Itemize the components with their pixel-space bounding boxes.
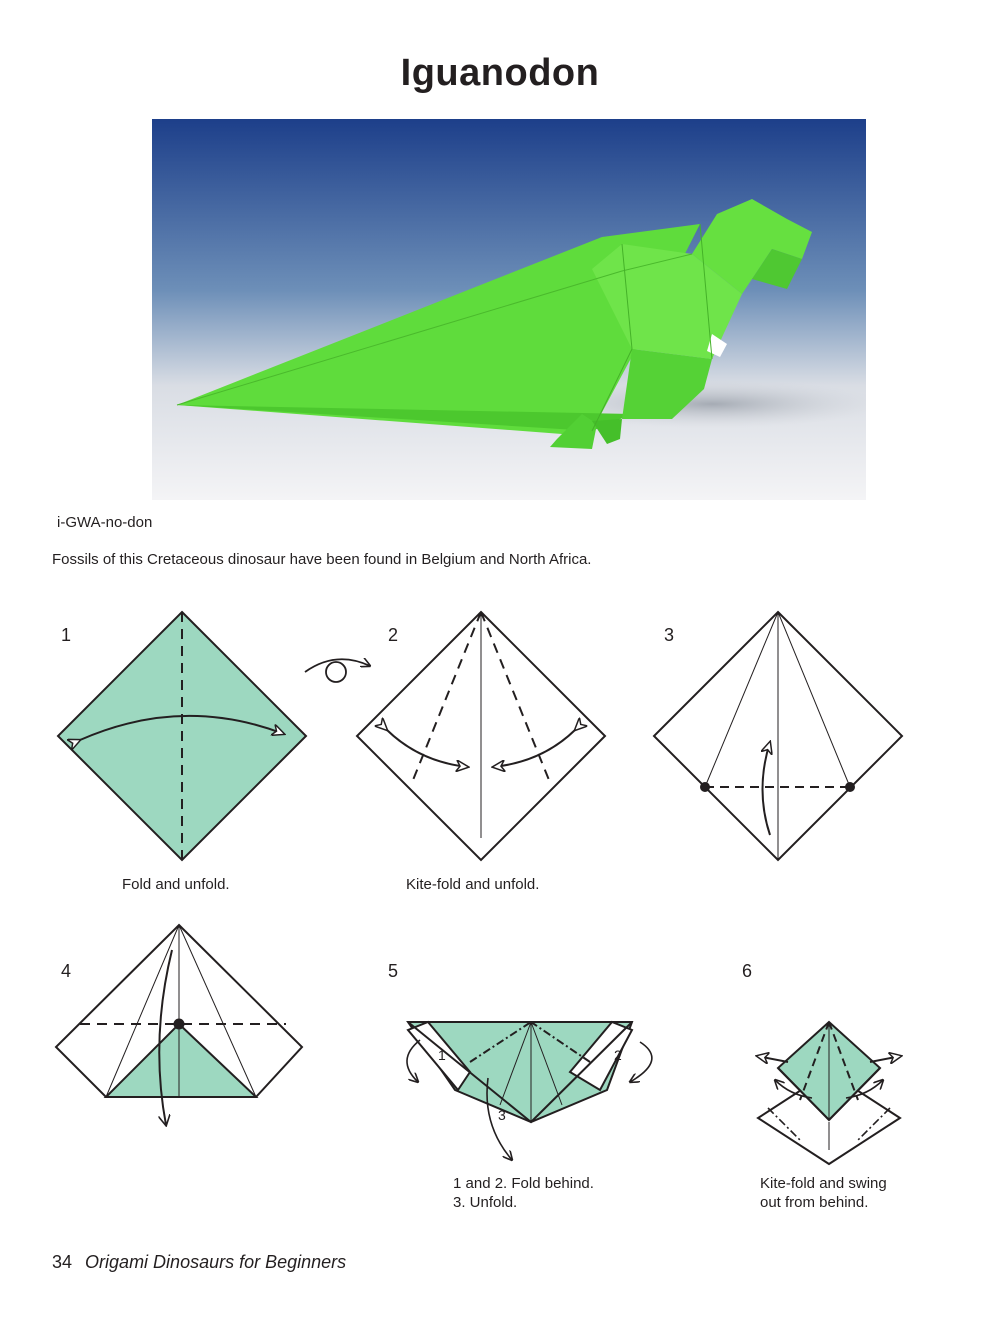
pronunciation-text: i-GWA-no-don (57, 514, 153, 531)
step-6-caption (760, 1174, 887, 1212)
step-1-caption: Fold and unfold. (122, 876, 230, 893)
page-footer (52, 1252, 346, 1273)
step-6-number: 6 (742, 961, 753, 981)
step-2-number: 2 (388, 625, 399, 645)
step-5-caption-line-1: 1 and 2. Fold behind. (453, 1175, 594, 1192)
step-5-diagram (407, 1022, 652, 1160)
step-5-marker-1: 1 (438, 1047, 446, 1063)
step-5-marker-3: 3 (498, 1107, 506, 1123)
step-5-marker-2: 2 (614, 1047, 622, 1063)
step-1-diagram (58, 612, 306, 860)
step-6-diagram (757, 1022, 901, 1164)
step-2-diagram (357, 612, 605, 860)
step-3-diagram (654, 612, 902, 860)
step-1-number: 1 (61, 625, 72, 645)
page-number: 34 (52, 1252, 73, 1272)
intro-text: Fossils of this Cretaceous dinosaur have been found in Belgium and North Africa. (52, 551, 592, 568)
step-5-number: 5 (388, 961, 399, 981)
step-6-caption-line-2: out from behind. (760, 1194, 869, 1211)
step-5-caption-line-2: 3. Unfold. (453, 1194, 518, 1211)
turn-over-icon (305, 659, 370, 682)
step-5-caption (453, 1174, 594, 1212)
step-4-number: 4 (61, 961, 72, 981)
step-2-caption: Kite-fold and unfold. (406, 876, 540, 893)
step-3-number: 3 (664, 625, 675, 645)
book-title: Origami Dinosaurs for Beginners (85, 1252, 347, 1272)
page-title: Iguanodon (400, 52, 600, 94)
step-4-diagram (56, 925, 302, 1125)
step-6-caption-line-1: Kite-fold and swing (760, 1175, 887, 1192)
